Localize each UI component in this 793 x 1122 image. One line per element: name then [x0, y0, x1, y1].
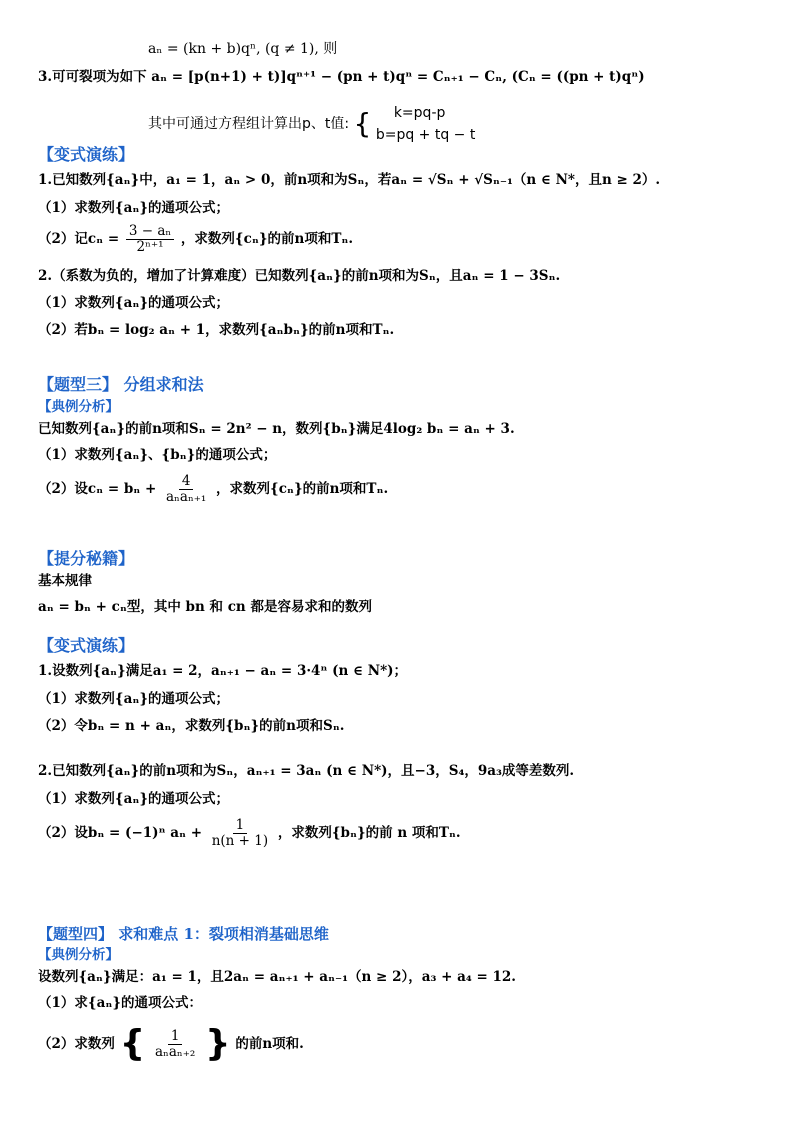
brace-symbol: {: [353, 107, 372, 140]
rule-title: 基本规律: [38, 573, 92, 589]
fraction-numerator: 1: [233, 818, 248, 834]
exercise-2-part-1: （1）求数列{aₙ}的通项公式；: [38, 295, 230, 311]
example-part-2-suffix: 的前n项和.: [235, 1036, 304, 1052]
exercise-2-part-2: （2）若bₙ = log₂ aₙ + 1，求数列{aₙbₙ}的前n项和Tₙ.: [38, 322, 395, 338]
equation-2: b=pq + tq − t: [375, 127, 476, 143]
fraction: [209, 818, 271, 849]
example-part-1: （1）求数列{aₙ}、{bₙ}的通项公式；: [38, 447, 277, 463]
intro-system: [148, 102, 475, 146]
exercise-1-part-2: （2）令bₙ = n + aₙ，求数列{bₙ}的前n项和Sₙ.: [38, 718, 345, 734]
example-part-1: （1）求{aₙ}的通项公式：: [38, 995, 203, 1011]
example-problem: 已知数列{aₙ}的前n项和Sₙ = 2n² − n，数列{bₙ}满足4log₂ bₙ = aₙ + 3.: [38, 421, 515, 437]
fraction-numerator: 1: [168, 1029, 183, 1045]
section-heading: 【提分秘籍】: [38, 549, 135, 568]
rule-text: aₙ = bₙ + cₙ型，其中 bn 和 cn 都是容易求和的数列: [38, 599, 372, 615]
subsection-heading: 【典例分析】: [38, 947, 119, 963]
intro-formula-line: aₙ = (kn + b)qⁿ, (q ≠ 1), 则: [148, 41, 338, 57]
subsection-heading: 【典例分析】: [38, 399, 119, 415]
example-part-2: [38, 1023, 304, 1064]
fraction: [152, 1029, 198, 1060]
section-heading: 【题型三】 分组求和法: [38, 375, 204, 394]
exercise-1-part-1: （1）求数列{aₙ}的通项公式；: [38, 200, 230, 216]
exercise-1-part-2-prefix: （2）记cₙ =: [38, 231, 120, 247]
example-part-2-suffix: ，求数列{cₙ}的前n项和Tₙ.: [216, 481, 389, 497]
fraction-numerator: 3 − aₙ: [126, 224, 174, 240]
fraction-numerator: 4: [179, 474, 194, 490]
exercise-2: 2.已知数列{aₙ}的前n项和为Sₙ，aₙ₊₁ = 3aₙ (n ∈ N*)，且−3，S₄，9a₃成等差数列.: [38, 763, 575, 779]
right-brace: }: [204, 1023, 231, 1064]
section-heading: 【题型四】 求和难点 1：裂项相消基础思维: [38, 925, 329, 943]
example-part-2: [38, 474, 388, 505]
fraction-denominator: aₙaₙ₊₁: [166, 489, 207, 505]
exercise-2: 2.（系数为负的，增加了计算难度）已知数列{aₙ}的前n项和为Sₙ，且aₙ = 1 − 3Sₙ.: [38, 268, 561, 284]
left-brace: {: [119, 1023, 146, 1064]
exercise-2-part-2-prefix: （2）设bₙ = (−1)ⁿ aₙ +: [38, 825, 203, 841]
fraction: [126, 224, 174, 255]
exercise-1: 1.设数列{aₙ}满足a₁ = 2，aₙ₊₁ − aₙ = 3·4ⁿ (n ∈ N*)；: [38, 663, 408, 679]
exercise-1-part-2: [38, 224, 353, 255]
equation-system: [376, 102, 476, 146]
equation-1: k=pq-p: [393, 105, 446, 121]
fraction-denominator: 2ⁿ⁺¹: [136, 239, 164, 255]
example-problem: 设数列{aₙ}满足：a₁ = 1，且2aₙ = aₙ₊₁ + aₙ₋₁（n ≥ 2），a₃ + a₄ = 12.: [38, 969, 516, 985]
exercise-2-part-1: （1）求数列{aₙ}的通项公式；: [38, 791, 230, 807]
exercise-1-part-2-suffix: ，求数列{cₙ}的前n项和Tₙ.: [180, 231, 354, 247]
section-heading: 【变式演练】: [38, 145, 135, 164]
example-part-2-prefix: （2）设cₙ = bₙ +: [38, 481, 157, 497]
exercise-1-part-1: （1）求数列{aₙ}的通项公式；: [38, 691, 230, 707]
fraction-denominator: aₙaₙ₊₂: [154, 1043, 196, 1060]
exercise-2-part-2-suffix: ，求数列{bₙ}的前 n 项和Tₙ.: [277, 825, 461, 841]
fraction: [163, 474, 209, 505]
exercise-2-part-2: [38, 818, 461, 849]
section-heading: 【变式演练】: [38, 636, 135, 655]
intro-item-3: 3.可可裂项为如下 aₙ = [p(n+1) + t)]qⁿ⁺¹ − (pn + t)qⁿ = Cₙ₊₁ − Cₙ, (Cₙ = ((pn + t)qⁿ): [38, 69, 645, 85]
fraction-denominator: n(n + 1): [211, 833, 269, 849]
intro-system-prefix: 其中可通过方程组计算出p、t值:: [148, 116, 350, 132]
example-part-2-prefix: （2）求数列: [38, 1036, 115, 1052]
exercise-1: 1.已知数列{aₙ}中，a₁ = 1，aₙ > 0，前n项和为Sₙ，若aₙ = √Sₙ + √Sₙ₋₁（n ∈ N*，且n ≥ 2）.: [38, 172, 661, 188]
